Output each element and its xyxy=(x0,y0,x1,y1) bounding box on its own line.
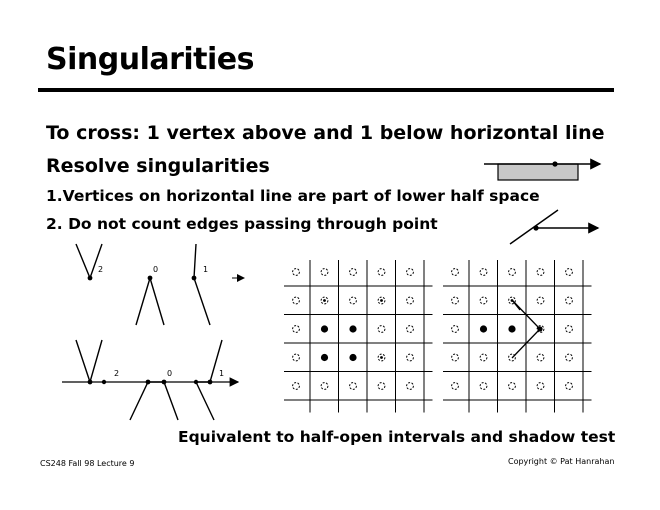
bottom-count-1: 1 xyxy=(219,369,225,378)
pixel-sample xyxy=(293,354,300,361)
pixel-sample xyxy=(566,269,573,276)
pixel-sample xyxy=(452,326,459,333)
footer-course: CS248 Fall 98 Lecture 9 xyxy=(40,459,135,468)
pixel-sample xyxy=(566,297,573,304)
pixel-sample xyxy=(480,297,487,304)
caption: Equivalent to half-open intervals and shadow test xyxy=(178,428,616,446)
top-count-2: 2 xyxy=(98,265,104,274)
pixel-sample xyxy=(321,269,328,276)
footer-copyright: Copyright © Pat Hanrahan xyxy=(508,457,615,466)
pixel-sample xyxy=(293,269,300,276)
pixel-sample xyxy=(566,326,573,333)
filled-pixel xyxy=(321,325,328,332)
pixel-sample xyxy=(350,383,357,390)
pixel-sample xyxy=(350,297,357,304)
pixel-sample xyxy=(452,354,459,361)
pixel-sample xyxy=(407,269,414,276)
pixel-sample xyxy=(407,297,414,304)
pixel-sample xyxy=(378,383,385,390)
pixel-sample xyxy=(537,354,544,361)
top-vertex-cases xyxy=(76,244,244,325)
filled-pixel xyxy=(480,325,487,332)
bullet-rule-1: 1.Vertices on horizontal line are part of lower half space xyxy=(46,187,540,205)
pixel-sample xyxy=(452,383,459,390)
pixel-sample xyxy=(293,326,300,333)
filled-pixel xyxy=(321,354,328,361)
pixel-sample xyxy=(509,383,516,390)
top-count-0: 0 xyxy=(153,265,159,274)
filled-pixel xyxy=(349,354,356,361)
filled-pixel xyxy=(349,325,356,332)
bullet-rule-2: 2. Do not count edges passing through point xyxy=(46,215,438,233)
pixel-sample xyxy=(537,269,544,276)
pixel-sample xyxy=(566,354,573,361)
pixel-grid-right xyxy=(443,260,592,413)
pixel-sample xyxy=(480,383,487,390)
bullet-resolve: Resolve singularities xyxy=(46,155,270,177)
slide-title: Singularities xyxy=(46,42,255,77)
bottom-count-0: 0 xyxy=(167,369,173,378)
pixel-sample xyxy=(378,326,385,333)
bullet-crossing-rule: To cross: 1 vertex above and 1 below horizontal line xyxy=(46,122,605,144)
pixel-sample xyxy=(407,354,414,361)
pixel-sample xyxy=(480,269,487,276)
pixel-sample xyxy=(293,383,300,390)
pixel-sample xyxy=(566,383,573,390)
filled-pixel xyxy=(508,325,515,332)
edge-through-point-diagram xyxy=(510,210,598,244)
half-space-box-diagram xyxy=(484,161,600,180)
pixel-sample xyxy=(480,354,487,361)
pixel-sample xyxy=(407,383,414,390)
pixel-grid-left xyxy=(284,260,433,413)
pixel-sample xyxy=(293,297,300,304)
pixel-sample xyxy=(407,326,414,333)
pixel-sample xyxy=(350,269,357,276)
top-count-1: 1 xyxy=(203,265,209,274)
pixel-sample xyxy=(321,383,328,390)
pixel-sample xyxy=(509,269,516,276)
scanline-vertex-cases xyxy=(62,340,238,420)
pixel-sample xyxy=(452,297,459,304)
pixel-sample xyxy=(537,297,544,304)
pixel-sample xyxy=(378,269,385,276)
bottom-count-2: 2 xyxy=(114,369,120,378)
pixel-sample xyxy=(537,383,544,390)
pixel-sample xyxy=(452,269,459,276)
